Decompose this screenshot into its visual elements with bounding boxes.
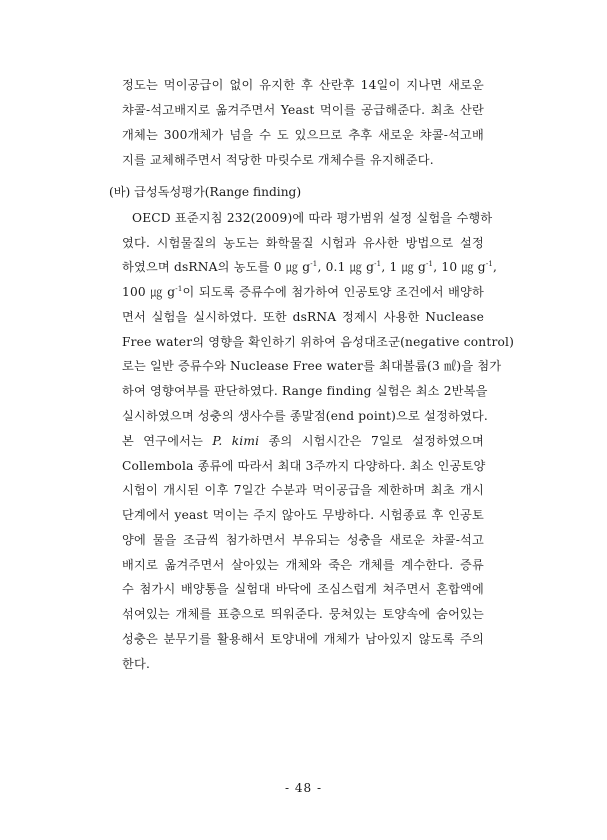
paragraph-2-line-5: 면서 실험을 실시하였다. 또한 dsRNA 정제시 사용한 Nuclease <box>122 310 484 324</box>
paragraph-2-line-12: 시험이 개시된 이후 7일간 수분과 먹이공급을 제한하며 최초 개시 <box>122 483 484 497</box>
concentration-text-a: 하였으며 dsRNA의 농도를 0 ㎍ g <box>122 260 311 274</box>
paragraph-1-line-2: 챠콜-석고배지로 옮겨주면서 Yeast 먹이를 공급해준다. 최초 산란 <box>122 103 484 117</box>
paragraph-2-line-10 <box>122 433 484 449</box>
paragraph-2-line-7: 로는 일반 증류수와 Nuclease Free water를 최대볼륨(3 ㎖)을 첨가 <box>122 359 502 373</box>
superscript-e: -1 <box>175 284 183 293</box>
species-prefix: 본 연구에서는 <box>122 434 213 448</box>
paragraph-1-line-3: 개체는 300개체가 넘을 수 도 있으므로 추후 새로운 챠콜-석고배 <box>122 128 484 142</box>
section-heading: (바) 급성독성평가(Range finding) <box>109 185 302 199</box>
paragraph-1-line-1: 정도는 먹이공급이 없이 유지한 후 산란후 14일이 지나면 새로운 <box>122 78 484 92</box>
superscript-a: -1 <box>310 259 318 268</box>
page-number: - 48 - <box>284 781 322 795</box>
species-name: P. kimi <box>212 434 260 448</box>
superscript-c: -1 <box>425 259 434 268</box>
superscript-d: -1 <box>485 259 494 268</box>
concentration-text-d: , 10 ㎍ g <box>433 260 486 274</box>
concentration-text-f: 100 ㎍ g <box>122 285 176 299</box>
paragraph-2-line-1: OECD 표준지침 232(2009)에 따라 평가범위 설정 실험을 수행하 <box>132 211 493 225</box>
paragraph-2-line-11: Collembola 종류에 따라서 최대 3주까지 다양하다. 최소 인공토양 <box>122 459 486 473</box>
paragraph-1-line-4: 지를 교체해주면서 적당한 마릿수로 개체수를 유지해준다. <box>122 153 434 167</box>
paragraph-2-line-16: 수 첨가시 배양통을 실험대 바닥에 조심스럽게 쳐주면서 혼합액에 <box>122 582 484 596</box>
concentration-text-b: , 0.1 ㎍ g <box>317 260 375 274</box>
paragraph-2-line-19: 한다. <box>122 657 151 671</box>
concentration-text-g: 이 되도록 증류수에 첨가하여 인공토양 조건에서 배양하 <box>182 285 484 299</box>
species-suffix: 종의 시험시간은 7일로 설정하였으며 <box>259 434 484 448</box>
paragraph-2-line-13: 단계에서 yeast 먹이는 주지 않아도 무방하다. 시험종료 후 인공토 <box>122 508 484 522</box>
paragraph-2-line-2: 였다. 시험물질의 농도는 화학물질 시험과 유사한 방법으로 설정 <box>122 236 484 250</box>
paragraph-2-line-3 <box>122 259 498 275</box>
paragraph-2-line-17: 섞여있는 개체를 표층으로 띄워준다. 뭉쳐있는 토양속에 숨어있는 <box>122 607 484 621</box>
paragraph-2-line-14: 양에 물을 조금씩 첨가하면서 부유되는 성충을 새로운 챠콜-석고 <box>122 533 484 547</box>
paragraph-2-line-9: 실시하였으며 성충의 생사수를 종말점(end point)으로 설정하였다. <box>122 409 488 423</box>
superscript-b: -1 <box>374 259 382 268</box>
paragraph-2-line-15: 배지로 옮겨주면서 살아있는 개체와 죽은 개체를 계수한다. 증류 <box>122 558 484 572</box>
paragraph-2-line-18: 성충은 분무기를 활용해서 토양내에 개체가 남아있지 않도록 주의 <box>122 632 484 646</box>
paragraph-2-line-4 <box>122 284 484 300</box>
concentration-text-c: , 1 ㎍ g <box>381 260 426 274</box>
paragraph-2-line-8: 하여 영향여부를 판단하였다. Range finding 실험은 최소 2반복을 <box>122 384 488 398</box>
concentration-text-e: , <box>493 260 498 274</box>
paragraph-2-line-6: Free water의 영향을 확인하기 위하여 음성대조군(negative control) <box>122 335 515 349</box>
